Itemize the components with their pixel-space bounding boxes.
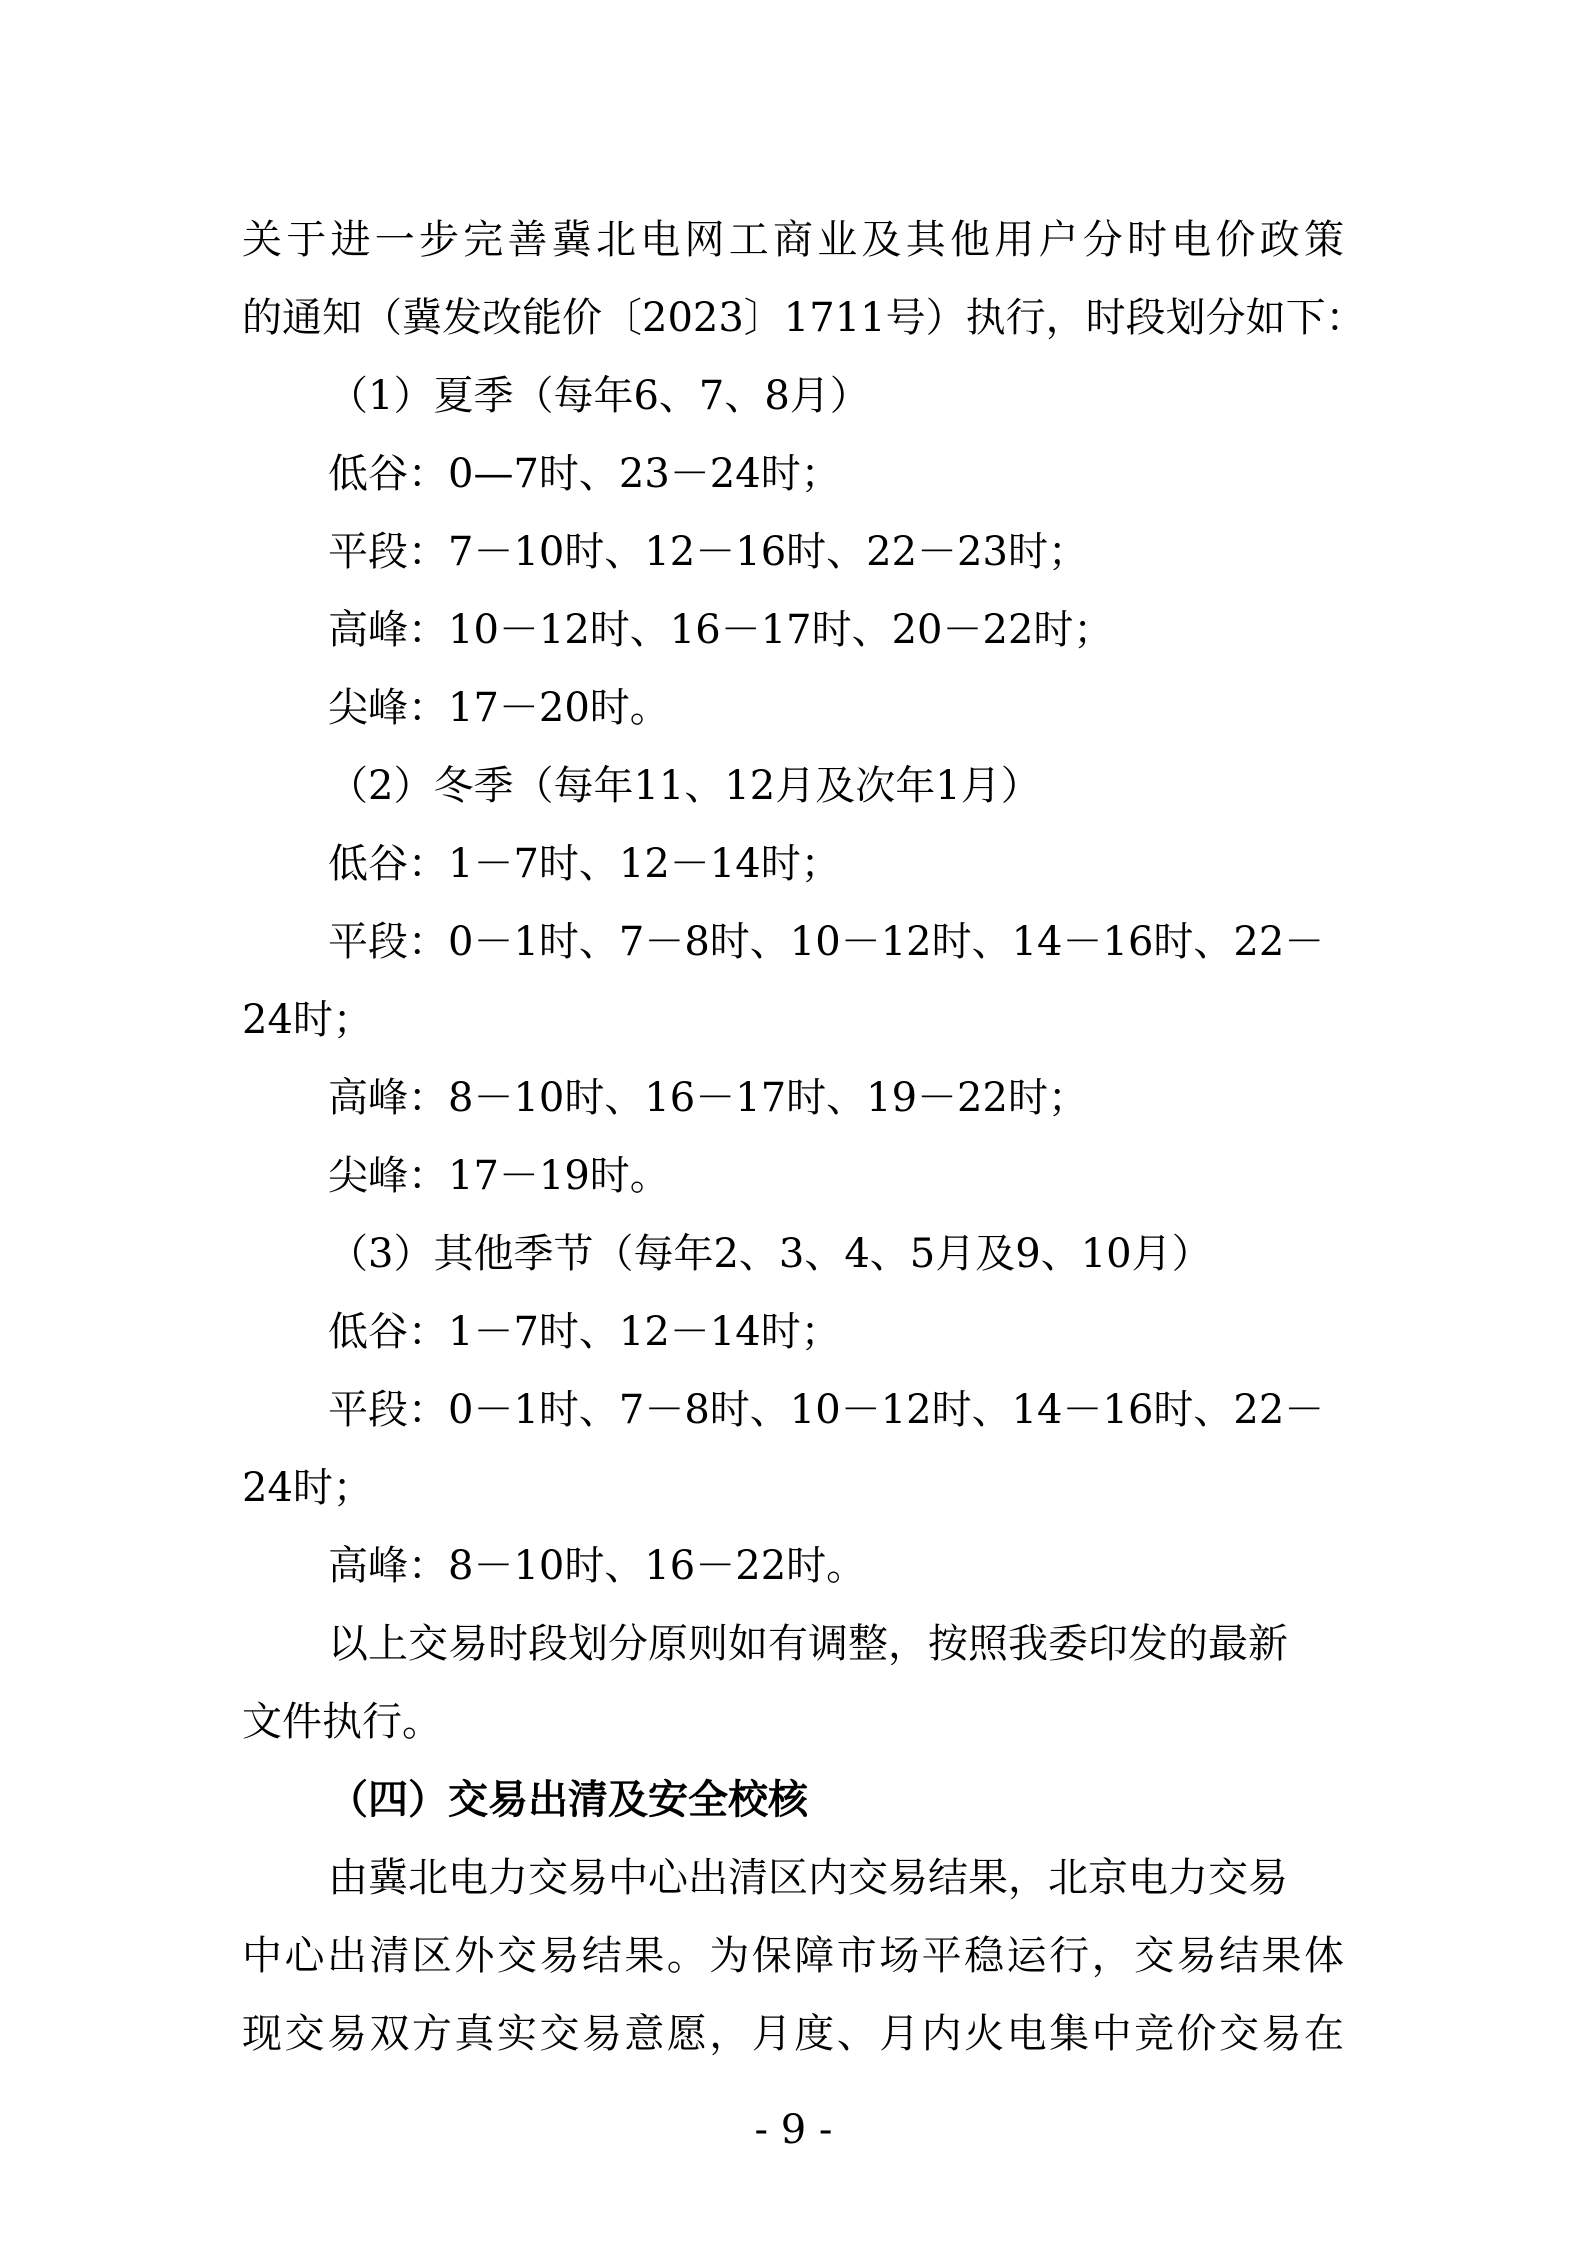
paragraph-line: 文件执行。 [242,1699,442,1745]
period-flat: 平段：0－1时、7－8时、10－12时、14－16时、22－ [328,1387,1325,1433]
paragraph-line: 中心出清区外交易结果。为保障市场平稳运行，交易结果体 [242,1933,1344,1979]
period-flat: 平段：7－10时、12－16时、22－23时； [328,529,1088,575]
paragraph-line: 以上交易时段划分原则如有调整，按照我委印发的最新 [328,1621,1288,1667]
paragraph-line: 关于进一步完善冀北电网工商业及其他用户分时电价政策 [242,217,1344,263]
period-peak: 高峰：8－10时、16－17时、19－22时； [328,1075,1088,1121]
period-peak: 高峰：8－10时、16－22时。 [328,1543,867,1589]
period-peak: 高峰：10－12时、16－17时、20－22时； [328,607,1114,653]
period-flat: 平段：0－1时、7－8时、10－12时、14－16时、22－ [328,919,1325,965]
paragraph-line: 的通知（冀发改能价〔2023〕1711号）执行，时段划分如下： [242,295,1366,341]
period-valley: 低谷：1－7时、12－14时； [328,841,841,887]
period-flat-continued: 24时； [242,997,373,1043]
period-valley: 低谷：1－7时、12－14时； [328,1309,841,1355]
section-heading: （四）交易出清及安全校核 [328,1777,808,1823]
period-valley: 低谷：0—7时、23－24时； [328,451,841,497]
season-heading-summer: （1）夏季（每年6、7、8月） [328,373,870,419]
season-heading-winter: （2）冬季（每年11、12月及次年1月） [328,763,1041,809]
season-heading-other: （3）其他季节（每年2、3、4、5月及9、10月） [328,1231,1212,1277]
page-number: - 9 - [754,2107,833,2153]
paragraph-line: 由冀北电力交易中心出清区内交易结果，北京电力交易 [328,1855,1288,1901]
period-flat-continued: 24时； [242,1465,373,1511]
paragraph-line: 现交易双方真实交易意愿，月度、月内火电集中竞价交易在 [242,2011,1344,2057]
period-sharp-peak: 尖峰：17－20时。 [328,685,670,731]
period-sharp-peak: 尖峰：17－19时。 [328,1153,670,1199]
